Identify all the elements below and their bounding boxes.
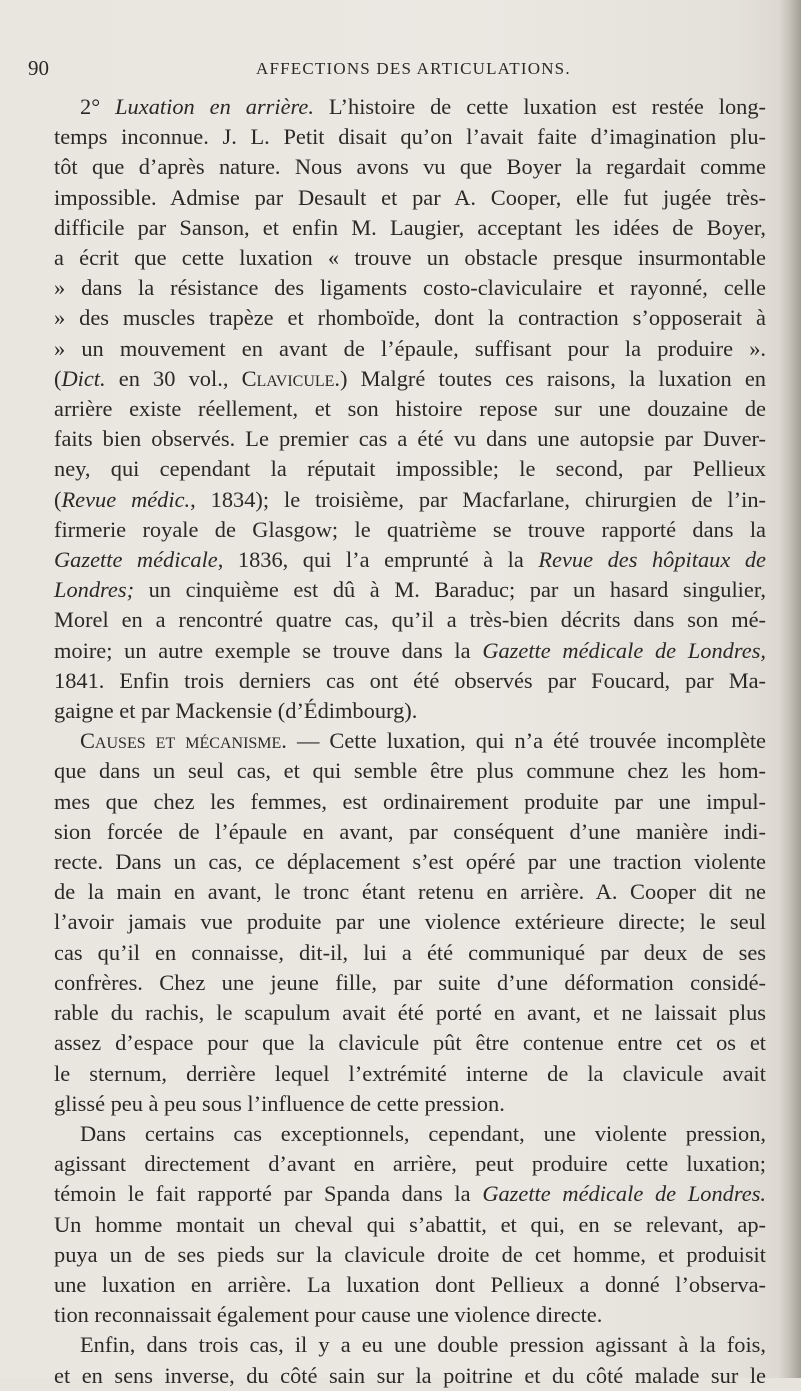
text-line (54, 877, 766, 907)
text-line (54, 1300, 766, 1330)
text-run: agissant directement d’avant en arrière, peut produire cette luxation; (54, 1151, 766, 1177)
italic-text: Revue des hôpitaux de (538, 547, 766, 573)
text-line (54, 183, 766, 213)
text-line (54, 92, 766, 122)
text-line (54, 122, 766, 152)
text-run: une luxation en arrière. La luxation dont Pellieux a donné l’observa- (54, 1271, 766, 1297)
text-line (54, 545, 766, 575)
text-run: ( (54, 486, 62, 512)
text-run: ( (54, 365, 62, 391)
italic-text: Gazette médicale de Londres. (482, 1181, 767, 1207)
text-run: cas qu’il en connaisse, dit-il, lui a été communiqué par deux de ses (54, 939, 766, 965)
text-run: » des muscles trapèze et rhomboïde, dont la contraction s’opposerait à (54, 305, 766, 331)
text-line (54, 696, 766, 726)
italic-text: Luxation en arrière. (115, 94, 314, 119)
text-run: Un homme montait un cheval qui s’abattit, et qui, en se relevant, ap- (54, 1211, 766, 1237)
text-line (54, 1119, 766, 1149)
text-run: tôt que d’après nature. Nous avons vu que Boyer la regardait comme (54, 154, 766, 180)
text-line (54, 243, 766, 273)
text-line (54, 1149, 766, 1179)
page-header (0, 56, 801, 86)
body-text (54, 92, 766, 1391)
text-line (54, 605, 766, 635)
small-caps-text: Causes et mécanisme. (80, 728, 287, 754)
italic-text: Dict. (61, 365, 106, 391)
text-run: tion reconnaissait également pour cause une violence directe. (54, 1302, 603, 1328)
text-line (54, 1179, 766, 1209)
text-run: 2° (80, 94, 116, 119)
italic-text: Gazette médicale de Londres, (482, 637, 767, 663)
text-run: gaigne et par Mackensie (d’Édimbourg). (54, 698, 418, 724)
text-run: Enfin, dans trois cas, il y a eu une double pression agissant à la fois, (80, 1332, 766, 1358)
page-edge-shadow (779, 0, 801, 1378)
text-run: ney, qui cependant la réputait impossible; le second, par Pellieux (54, 456, 766, 482)
text-line (54, 907, 766, 937)
italic-text: Gazette médicale (54, 547, 218, 573)
text-line (54, 938, 766, 968)
text-run: et en sens inverse, du côté sain sur la poitrine et du côté malade sur le (54, 1362, 766, 1388)
text-run: témoin le fait rapporté par Spanda dans la (54, 1181, 483, 1207)
text-run: » dans la résistance des ligaments costo-claviculaire et rayonné, celle (54, 275, 766, 301)
text-run: l’avoir jamais vue produite par une violence extérieure directe; le seul (54, 909, 766, 935)
text-line (54, 364, 766, 394)
text-line (54, 152, 766, 182)
text-line (54, 454, 766, 484)
text-line (54, 756, 766, 786)
text-line (54, 1240, 766, 1270)
text-run: Dans certains cas exceptionnels, cependant, une violente pression, (80, 1120, 766, 1146)
text-line (54, 666, 766, 696)
text-run: 1841. Enfin trois derniers cas ont été observés par Foucard, par Ma- (54, 667, 766, 693)
page-number: 90 (28, 56, 49, 80)
text-run: que dans un seul cas, et qui semble être plus commune chez les hom- (54, 758, 766, 784)
text-line (54, 273, 766, 303)
text-run: mes que chez les femmes, est ordinairement produite par une impul- (54, 788, 766, 814)
text-run: » un mouvement en avant de l’épaule, suffisant pour la produire ». (54, 335, 766, 361)
text-line (54, 213, 766, 243)
small-caps-text: Clavicule. (241, 365, 341, 391)
text-run: puya un de ses pieds sur la clavicule droite de cet homme, et produisit (54, 1241, 766, 1267)
text-line (54, 303, 766, 333)
text-line (54, 726, 766, 756)
running-head: AFFECTIONS DES ARTICULATIONS. (256, 59, 571, 78)
italic-text: Londres; (54, 577, 135, 603)
text-line (54, 817, 766, 847)
text-line (54, 1270, 766, 1300)
text-run: rable du rachis, le scapulum avait été porté en avant, et ne laissait plus (54, 1000, 766, 1026)
text-run: ) Malgré toutes ces raisons, la luxation en (340, 365, 766, 391)
text-run: le sternum, derrière lequel l’extrémité interne de la clavicule avait (54, 1060, 766, 1086)
text-run: glissé peu à peu sous l’influence de cette pression. (54, 1090, 505, 1116)
text-line (54, 485, 766, 515)
text-run: recte. Dans un cas, ce déplacement s’est opéré par une traction violente (54, 849, 766, 875)
text-run: confrères. Chez une jeune fille, par suite d’une déformation considé- (54, 969, 766, 995)
text-line (54, 636, 766, 666)
text-run: firmerie royale de Glasgow; le quatrième se trouve rapporté dans la (54, 516, 766, 542)
text-line (54, 334, 766, 364)
text-run: sion forcée de l’épaule en avant, par conséquent d’une manière indi- (54, 818, 766, 844)
text-line (54, 1210, 766, 1240)
text-run: , 1834); le troisième, par Macfarlane, chirurgien de l’in- (190, 486, 766, 512)
text-line (54, 787, 766, 817)
text-run: arrière existe réellement, et son histoire repose sur une douzaine de (54, 396, 766, 422)
text-run: a écrit que cette luxation « trouve un obstacle presque insurmontable (54, 245, 766, 271)
text-run: un cinquième est dû à M. Baraduc; par un hasard singulier, (134, 577, 766, 603)
text-line (54, 515, 766, 545)
text-run: moire; un autre exemple se trouve dans la (54, 637, 483, 663)
text-line (54, 424, 766, 454)
text-run: Morel en a rencontré quatre cas, qu’il a très-bien décrits dans son mé- (54, 607, 766, 633)
text-run: difficile par Sanson, et enfin M. Laugier, acceptant les idées de Boyer, (54, 214, 766, 240)
text-run: , 1836, qui l’a emprunté à la (217, 547, 539, 573)
text-line (54, 1028, 766, 1058)
text-line (54, 1089, 766, 1119)
text-run: en 30 vol., (105, 365, 242, 391)
text-line (54, 575, 766, 605)
italic-text: Revue médic. (61, 486, 191, 512)
text-line (54, 847, 766, 877)
text-run: temps inconnue. J. L. Petit disait qu’on l’avait faite d’imagination plu- (54, 124, 766, 150)
text-run: de la main en avant, le tronc étant retenu en arrière. A. Cooper dit ne (54, 879, 766, 905)
text-run: — Cette luxation, qui n’a été trouvée incomplète (286, 728, 766, 754)
text-line (54, 1361, 766, 1391)
text-line (54, 968, 766, 998)
text-run: assez d’espace pour que la clavicule pût être contenue entre cet os et (54, 1030, 766, 1056)
text-run: L’histoire de cette luxation est restée long- (313, 94, 766, 119)
text-run: faits bien observés. Le premier cas a été vu dans une autopsie par Duver- (54, 426, 766, 452)
text-line (54, 1059, 766, 1089)
text-run: impossible. Admise par Desault et par A. Cooper, elle fut jugée très- (54, 184, 766, 210)
text-line (54, 1330, 766, 1360)
text-line (54, 394, 766, 424)
text-line (54, 998, 766, 1028)
